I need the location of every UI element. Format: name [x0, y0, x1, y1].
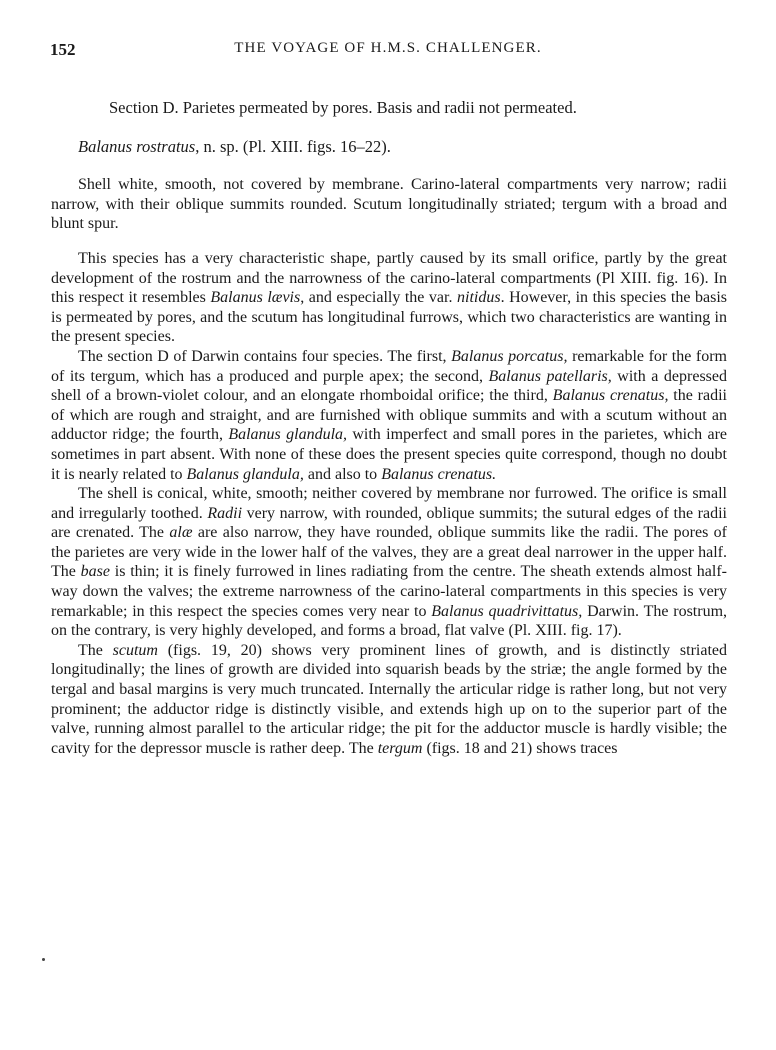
species-name: Balanus rostratus [78, 136, 196, 156]
taxon-name: Balanus glandula, [228, 426, 348, 444]
species-title [78, 137, 727, 157]
species-title-suffix: , n. sp. (Pl. XIII. figs. 16–22). [195, 136, 391, 156]
page-number: 152 [50, 40, 76, 59]
text-run: The shell is conical, white, smooth; neither covered by membrane nor furrowed. The orifice is small and irregularly toothed. [51, 485, 727, 522]
term: base [80, 563, 110, 581]
print-speck [42, 958, 45, 961]
term: scutum [112, 641, 158, 659]
term: tergum [377, 739, 423, 757]
text-run: is thin; it is finely furrowed in lines radiating from the centre. The sheath extends almost half-way down the valves; the extreme narrowness of the carino-lateral compartments in this species is very remarkable; in this respect the species comes very near to [51, 563, 728, 620]
taxon-name: Balanus crenatus, [552, 387, 669, 405]
text-run: with a depressed shell of a brown-violet colour, and an elongate rhomboidal orifice; the third, [51, 367, 727, 405]
paragraph-comparison [51, 249, 727, 347]
term: Radii [207, 504, 243, 522]
text-run: with imperfect and small pores in the parietes, which are sometimes in part absent. With none of these does the present species quite correspond, though no doubt it is nearly related to [51, 426, 727, 483]
term: alæ [169, 524, 193, 542]
text-run: . However, in this species the basis is permeated by pores, and the scutum has longitudinal furrows, which two characteristics are wanting in the present species. [51, 289, 727, 346]
text-run: are also narrow, they have rounded, oblique summits like the radii. The pores of the parietes are very wide in the lower half of the valves, they are a great deal narrower in the upper half. The [51, 524, 727, 581]
text-run: and also to [303, 465, 382, 483]
text-run: This species has a very characteristic shape, partly caused by its small orifice, partly by the great development of the rostrum and the narrowness of the carino-lateral compartments (Pl XIII. fig. 16). In this respect it resembles [51, 249, 727, 307]
text-run: (figs. 19, 20) shows very prominent lines of growth, and is distinctly striated longitudinally; the lines of growth are divided into squarish beads by the striæ; the angle formed by the tergal and basal margins is very much truncated. Internally the articular ridge is rather long, but not very prominent; the adductor ridge is distinctly visible, and extends high up on to the superior part of the valve, running almost parallel to the articular ridge; the pit for the adductor muscle is hardly visible; the cavity for the depressor muscle is rather deep. The [51, 641, 728, 757]
taxon-name: nitidus [457, 289, 501, 307]
text-run: The [78, 641, 113, 659]
paragraph-scutum-description [51, 641, 727, 759]
taxon-name: Balanus quadrivittatus, [431, 602, 583, 620]
taxon-name: Balanus lævis [210, 289, 301, 307]
text-run: The section D of Darwin contains four species. The first, [78, 347, 452, 365]
paragraph-shell-description [51, 484, 727, 641]
text-run: remarkable for the form of its tergum, which has a produced and purple apex; the second, [51, 347, 727, 385]
body-text [51, 98, 727, 758]
text-run: Darwin. The rostrum, on the contrary, is very highly developed, and forms a broad, flat valve (Pl. XIII. fig. 17). [51, 602, 728, 640]
text-run: the radii of which are rough and straight, and are furnished with oblique summits and with a scutum without an adductor ridge; the fourth, [51, 387, 728, 444]
taxon-name: Balanus glandula, [186, 465, 304, 483]
taxon-name: Balanus porcatus, [451, 347, 568, 365]
taxon-name: Balanus patellaris, [488, 367, 612, 385]
paragraph-section-d-species [51, 347, 727, 484]
taxon-name: Balanus crenatus. [381, 465, 497, 483]
species-diagnosis: Shell white, smooth, not covered by membrane. Carino-lateral compartments very narrow; radii narrow, with their oblique summits rounded. Scutum longitudinally striated; tergum with a broad and blunt spur. [51, 176, 727, 233]
page-header [50, 40, 726, 64]
text-run: , and especially the var. [300, 289, 457, 307]
section-heading: Section D. Parietes permeated by pores. Basis and radii not permeated. [109, 98, 577, 117]
running-title: THE VOYAGE OF H.M.S. CHALLENGER. [234, 40, 542, 56]
text-run: (figs. 18 and 21) shows traces [422, 739, 618, 757]
text-run: very narrow, with rounded, oblique summits; the sutural edges of the radii are crenated. The [51, 504, 728, 542]
